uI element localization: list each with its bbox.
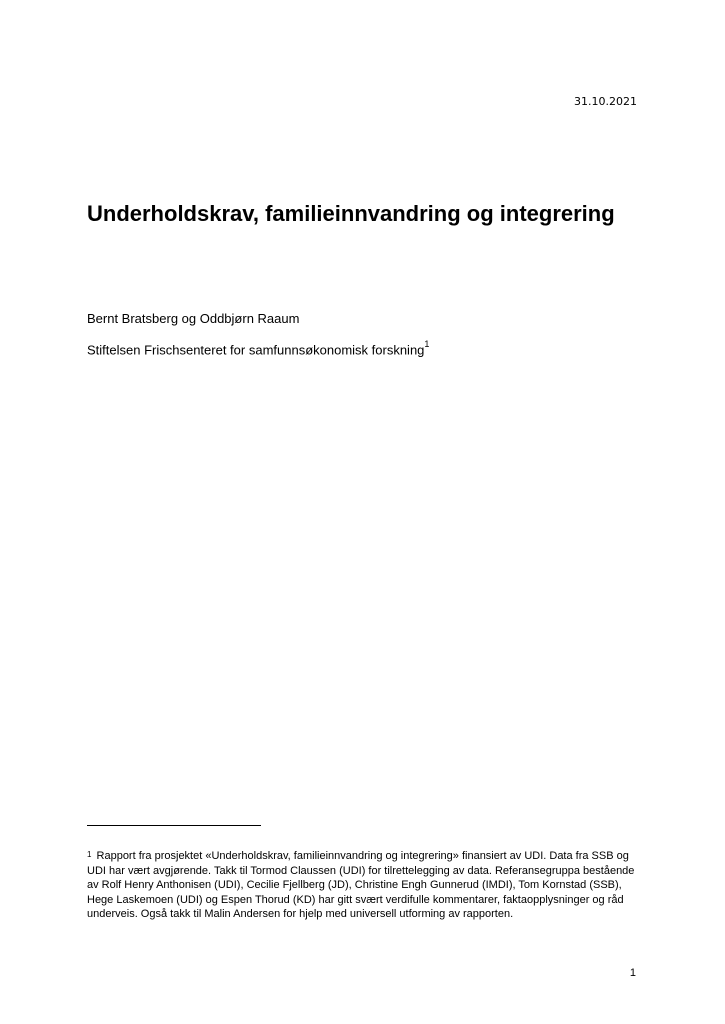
document-authors: Bernt Bratsberg og Oddbjørn Raaum xyxy=(87,311,300,326)
footnote-mark: 1 xyxy=(87,850,92,859)
footnote-text: Rapport fra prosjektet «Underholdskrav, familieinnvandring og integrering» finansiert av UDI. Data fra SSB og UDI har vært avgjørende. Takk til Tormod Claussen (UDI) for tilrettelegging av data. Referansegruppa bestående av Rolf Henry Anthonisen (UDI), Cecilie Fjellberg (JD), Christine Engh Gunnerud (IMDI), Tom Kornstad (SSB), Hege Laskemoen (UDI) og Espen Thorud (KD) har gitt svært verdifulle kommentarer, faktaopplysninger og råd underveis. Også takk til Malin Andersen for hjelp med universell utforming av rapporten. xyxy=(87,850,635,921)
footnote xyxy=(87,848,643,922)
document-title: Underholdskrav, familieinnvandring og integrering xyxy=(87,201,615,226)
footnote-separator xyxy=(87,825,261,826)
document-date: 31.10.2021 xyxy=(574,95,637,108)
footnote-reference: 1 xyxy=(424,339,430,349)
document-affiliation xyxy=(87,341,429,357)
affiliation-text: Stiftelsen Frischsenteret for samfunnsøkonomisk forskning xyxy=(87,342,425,358)
page-number: 1 xyxy=(629,967,636,979)
